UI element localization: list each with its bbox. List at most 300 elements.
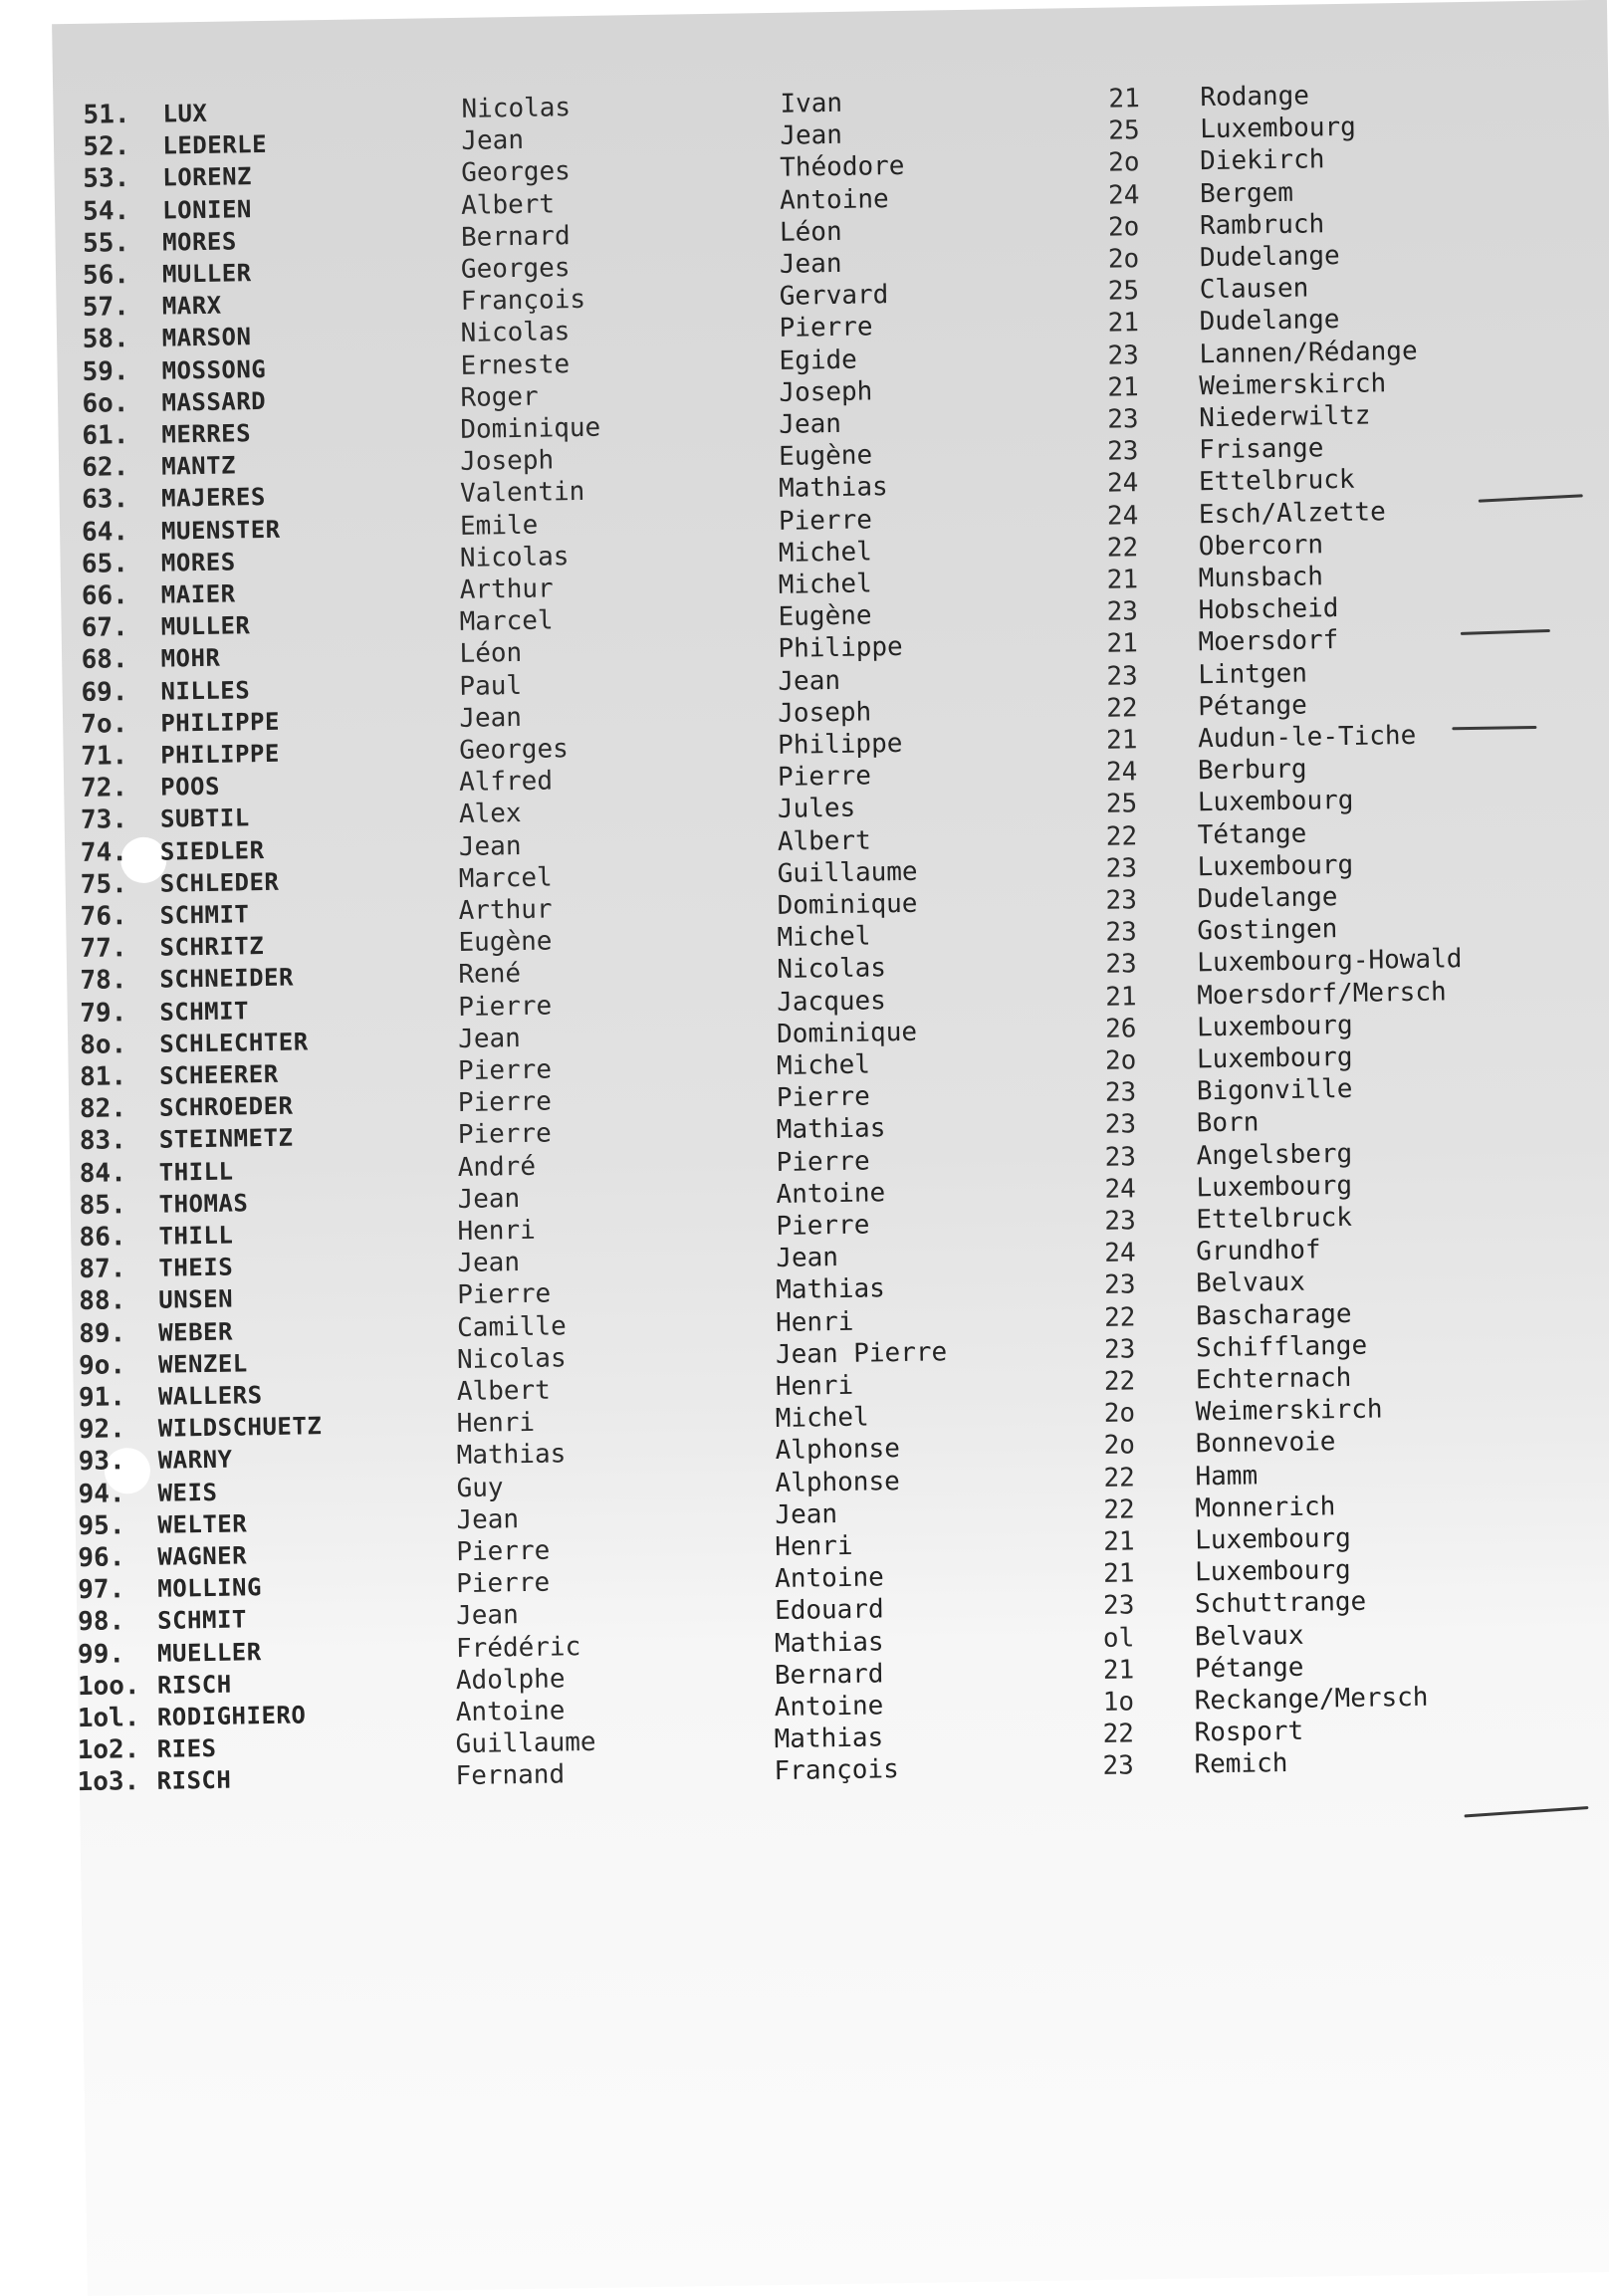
first-name: Valentin bbox=[459, 477, 585, 510]
entry-number: 8o. bbox=[79, 1030, 127, 1060]
entry-number: 64. bbox=[81, 516, 129, 548]
father-name: Dominique bbox=[776, 1017, 918, 1049]
surname: WENZEL bbox=[157, 1349, 248, 1379]
surname: WEIS bbox=[157, 1478, 218, 1507]
entry-number: 96. bbox=[78, 1542, 125, 1574]
first-name: Camille bbox=[456, 1310, 567, 1343]
surname: PHILIPPE bbox=[160, 707, 281, 738]
father-name: Albert bbox=[777, 825, 871, 857]
father-name: Dominique bbox=[777, 888, 918, 921]
place-of-residence: Audun-le-Tiche bbox=[1197, 720, 1417, 755]
father-name: François bbox=[774, 1754, 899, 1787]
first-name: Adolphe bbox=[455, 1664, 566, 1696]
surname: WALLERS bbox=[157, 1381, 263, 1411]
age: 23 bbox=[1104, 1077, 1137, 1108]
father-name: Pierre bbox=[776, 1081, 871, 1114]
first-name: Nicolas bbox=[460, 317, 571, 349]
first-name: Jean bbox=[457, 1023, 522, 1054]
first-name: Fernand bbox=[455, 1759, 566, 1792]
father-name: Pierre bbox=[777, 761, 872, 794]
age: 25 bbox=[1107, 276, 1140, 307]
surname: SCHRITZ bbox=[159, 932, 265, 962]
father-name: Léon bbox=[779, 216, 842, 248]
age: 23 bbox=[1106, 436, 1139, 467]
place-of-residence: Pétange bbox=[1194, 1652, 1304, 1685]
place-of-residence: Moersdorf/Mersch bbox=[1196, 976, 1447, 1011]
place-of-residence: Berburg bbox=[1197, 754, 1307, 787]
father-name: Pierre bbox=[778, 504, 873, 537]
place-of-residence: Rambruch bbox=[1199, 209, 1325, 241]
surname: MAJERES bbox=[160, 483, 267, 513]
age: 21 bbox=[1105, 725, 1138, 756]
father-name: Michel bbox=[775, 1402, 869, 1435]
first-name: Marcel bbox=[458, 862, 553, 894]
entry-number: 67. bbox=[81, 612, 128, 644]
place-of-residence: Diekirch bbox=[1199, 144, 1325, 177]
surname: NILLES bbox=[160, 675, 251, 706]
father-name: Alphonse bbox=[775, 1434, 901, 1467]
first-name: Henri bbox=[456, 1408, 536, 1440]
first-name: Pierre bbox=[457, 1086, 553, 1119]
first-name: Pierre bbox=[457, 1278, 552, 1311]
surname: STEINMETZ bbox=[158, 1123, 294, 1155]
name-list bbox=[52, 0, 1607, 1798]
first-name: Guy bbox=[456, 1472, 504, 1503]
first-name: Alfred bbox=[458, 766, 554, 799]
first-name: Alex bbox=[458, 799, 522, 830]
first-name: Joseph bbox=[459, 445, 555, 478]
surname: POOS bbox=[159, 772, 221, 802]
first-name: Roger bbox=[460, 381, 539, 413]
surname: MUELLER bbox=[156, 1637, 262, 1668]
place-of-residence: Weimerskirch bbox=[1195, 1394, 1383, 1428]
surname: MARX bbox=[161, 291, 222, 321]
age: 21 bbox=[1104, 981, 1137, 1013]
age: 22 bbox=[1105, 820, 1138, 852]
first-name: Georges bbox=[460, 253, 571, 285]
surname: MUENSTER bbox=[160, 515, 281, 546]
place-of-residence: Obercorn bbox=[1198, 530, 1324, 563]
surname: UNSEN bbox=[158, 1284, 234, 1315]
place-of-residence: Luxembourg bbox=[1195, 1522, 1352, 1556]
place-of-residence: Dudelange bbox=[1199, 305, 1340, 338]
father-name: Jean bbox=[775, 1498, 838, 1530]
place-of-residence: Bonnevoie bbox=[1195, 1427, 1336, 1460]
entry-number: 97. bbox=[78, 1574, 125, 1606]
father-name: Michel bbox=[778, 537, 872, 569]
age: 2o bbox=[1103, 1430, 1136, 1462]
age: 23 bbox=[1107, 404, 1139, 435]
surname: MAIER bbox=[160, 579, 236, 609]
entry-number: 92. bbox=[78, 1414, 126, 1446]
age: 22 bbox=[1106, 532, 1139, 564]
first-name: Jean bbox=[457, 1183, 521, 1215]
pen-mark bbox=[1465, 1806, 1589, 1817]
age: 26 bbox=[1104, 1014, 1137, 1044]
father-name: Guillaume bbox=[777, 856, 918, 889]
father-name: Henri bbox=[775, 1306, 854, 1338]
surname: SCHMIT bbox=[159, 900, 250, 930]
age: 2o bbox=[1104, 1045, 1137, 1076]
place-of-residence: Bergem bbox=[1199, 177, 1294, 209]
age: 21 bbox=[1102, 1655, 1135, 1686]
age: 1o bbox=[1102, 1687, 1135, 1718]
entry-number: 93. bbox=[78, 1446, 125, 1478]
first-name: Erneste bbox=[460, 348, 571, 381]
entry-number: 76. bbox=[80, 901, 127, 932]
father-name: Mathias bbox=[775, 1273, 886, 1306]
first-name: Bernard bbox=[460, 220, 571, 253]
father-name: Michel bbox=[776, 1049, 871, 1081]
surname: RODIGHIERO bbox=[156, 1701, 307, 1731]
father-name: Pierre bbox=[776, 1146, 870, 1178]
first-name: Pierre bbox=[457, 1118, 552, 1151]
age: 2o bbox=[1107, 211, 1140, 243]
first-name: Jean bbox=[461, 125, 525, 157]
place-of-residence: Esch/Alzette bbox=[1198, 496, 1386, 530]
place-of-residence: Lannen/Rédange bbox=[1199, 336, 1418, 369]
first-name: Nicolas bbox=[456, 1343, 567, 1375]
place-of-residence: Hobscheid bbox=[1198, 593, 1339, 626]
surname: MASSARD bbox=[161, 386, 267, 417]
surname: SCHLECHTER bbox=[158, 1028, 309, 1058]
entry-number: 62. bbox=[82, 452, 129, 484]
surname: THILL bbox=[158, 1221, 234, 1251]
entry-number: 81. bbox=[79, 1061, 127, 1092]
surname: LONIEN bbox=[161, 194, 253, 225]
place-of-residence: Luxembourg bbox=[1196, 1041, 1353, 1075]
father-name: Ivan bbox=[780, 88, 843, 119]
place-of-residence: Monnerich bbox=[1195, 1492, 1336, 1524]
age: 25 bbox=[1105, 789, 1138, 820]
entry-number: 83. bbox=[79, 1125, 127, 1157]
father-name: Philippe bbox=[777, 728, 903, 761]
father-name: Henri bbox=[775, 1370, 854, 1403]
place-of-residence: Luxembourg bbox=[1197, 849, 1354, 883]
entry-number: 84. bbox=[79, 1157, 126, 1189]
father-name: Antoine bbox=[776, 1178, 886, 1210]
first-name: Georges bbox=[461, 156, 572, 189]
surname: RIES bbox=[156, 1734, 217, 1764]
first-name: Arthur bbox=[458, 894, 553, 926]
first-name: Emile bbox=[459, 510, 539, 542]
surname: PHILIPPE bbox=[160, 739, 281, 770]
surname: SCHNEIDER bbox=[159, 963, 295, 995]
place-of-residence: Pétange bbox=[1197, 690, 1308, 723]
surname: MARSON bbox=[161, 323, 252, 352]
age: 23 bbox=[1105, 917, 1137, 948]
place-of-residence: Reckange/Mersch bbox=[1194, 1682, 1429, 1717]
entry-number: 1oo. bbox=[77, 1670, 140, 1702]
father-name: Mathias bbox=[774, 1722, 884, 1755]
entry-number: 6o. bbox=[82, 387, 129, 419]
father-name: Pierre bbox=[776, 1210, 870, 1242]
age: 25 bbox=[1108, 115, 1140, 146]
father-name: Gervard bbox=[779, 280, 889, 313]
surname: SUBTIL bbox=[159, 804, 250, 834]
first-name: Arthur bbox=[459, 574, 554, 605]
age: 24 bbox=[1106, 468, 1139, 500]
father-name: Michel bbox=[778, 569, 872, 600]
surname: SCHLEDER bbox=[159, 867, 280, 898]
place-of-residence: Born bbox=[1196, 1107, 1260, 1139]
age: 23 bbox=[1102, 1750, 1135, 1782]
age: 22 bbox=[1106, 693, 1138, 724]
surname: RISCH bbox=[156, 1670, 232, 1700]
age: 22 bbox=[1102, 1719, 1135, 1750]
first-name: André bbox=[457, 1151, 537, 1183]
surname: MULLER bbox=[160, 611, 251, 641]
first-name: Georges bbox=[458, 734, 570, 766]
age: 24 bbox=[1106, 500, 1139, 532]
father-name: Mathias bbox=[778, 472, 888, 505]
father-name: Joseph bbox=[778, 697, 872, 729]
place-of-residence: Hamm bbox=[1195, 1461, 1259, 1492]
entry-number: 87. bbox=[79, 1254, 126, 1285]
surname: MANTZ bbox=[161, 451, 237, 481]
age: 23 bbox=[1102, 1590, 1135, 1622]
age: 21 bbox=[1106, 565, 1139, 595]
entry-number: 95. bbox=[78, 1510, 125, 1541]
first-name: Jean bbox=[457, 1248, 521, 1279]
first-name: Jean bbox=[455, 1600, 519, 1632]
first-name: Pierre bbox=[458, 991, 553, 1023]
place-of-residence: Remich bbox=[1194, 1748, 1288, 1780]
father-name: Jean bbox=[778, 665, 841, 697]
first-name: Jean bbox=[459, 702, 523, 734]
father-name: Mathias bbox=[776, 1113, 886, 1146]
entry-number: 99. bbox=[77, 1638, 125, 1670]
entry-number: 1o3. bbox=[77, 1766, 140, 1798]
entry-number: 94. bbox=[78, 1478, 125, 1509]
place-of-residence: Luxembourg bbox=[1196, 1170, 1353, 1204]
surname: MORES bbox=[161, 227, 238, 257]
place-of-residence: Luxembourg bbox=[1196, 1010, 1353, 1043]
father-name: Mathias bbox=[774, 1626, 884, 1659]
age: 23 bbox=[1106, 660, 1138, 692]
place-of-residence: Tétange bbox=[1197, 818, 1307, 850]
entry-number: 53. bbox=[83, 163, 130, 195]
place-of-residence: Dudelange bbox=[1197, 882, 1338, 915]
surname: LEDERLE bbox=[162, 130, 268, 160]
father-name: Jules bbox=[777, 794, 856, 825]
age: 23 bbox=[1104, 1109, 1137, 1141]
surname: WARNY bbox=[157, 1445, 233, 1476]
entry-number: 54. bbox=[82, 195, 130, 227]
father-name: Jacques bbox=[777, 985, 887, 1018]
age: 24 bbox=[1104, 1238, 1136, 1268]
surname: WILDSCHUETZ bbox=[157, 1412, 323, 1443]
father-name: Jean Pierre bbox=[775, 1337, 948, 1370]
entry-number: 52. bbox=[83, 131, 130, 162]
age: 23 bbox=[1105, 853, 1138, 884]
place-of-residence: Gostingen bbox=[1197, 914, 1338, 947]
age: 22 bbox=[1103, 1301, 1136, 1333]
first-name: Frédéric bbox=[455, 1631, 581, 1664]
entry-number: 1ol. bbox=[77, 1703, 140, 1734]
place-of-residence: Rodange bbox=[1200, 81, 1310, 114]
father-name: Jean bbox=[779, 408, 842, 440]
entry-number: 72. bbox=[80, 773, 128, 804]
surname: SCHROEDER bbox=[158, 1091, 294, 1122]
surname: THOMAS bbox=[158, 1189, 249, 1219]
place-of-residence: Bigonville bbox=[1196, 1074, 1353, 1107]
entry-number: 77. bbox=[80, 933, 127, 965]
place-of-residence: Luxembourg bbox=[1200, 112, 1357, 145]
age: 22 bbox=[1103, 1366, 1136, 1397]
surname: SCHEERER bbox=[158, 1059, 279, 1090]
first-name: Mathias bbox=[456, 1439, 567, 1472]
entry-number: 71. bbox=[81, 741, 128, 772]
entry-number: 79. bbox=[80, 997, 127, 1029]
age: 23 bbox=[1107, 340, 1140, 371]
first-name: François bbox=[460, 285, 586, 318]
entry-number: 51. bbox=[83, 100, 130, 130]
first-name: Dominique bbox=[460, 412, 601, 445]
age: 24 bbox=[1104, 1174, 1137, 1205]
first-name: Jean bbox=[456, 1503, 520, 1535]
first-name: Jean bbox=[458, 830, 522, 862]
place-of-residence: Munsbach bbox=[1198, 562, 1324, 594]
first-name: Marcel bbox=[459, 605, 554, 638]
father-name: Jean bbox=[780, 120, 843, 151]
age: 21 bbox=[1108, 84, 1140, 115]
place-of-residence: Moersdorf bbox=[1198, 625, 1339, 658]
surname: WELTER bbox=[157, 1509, 248, 1539]
surname: MOHR bbox=[160, 644, 221, 674]
place-of-residence: Lintgen bbox=[1198, 658, 1308, 690]
surname: THILL bbox=[158, 1157, 234, 1187]
place-of-residence: Belvaux bbox=[1194, 1620, 1304, 1653]
age: 2o bbox=[1103, 1398, 1136, 1430]
surname: LORENZ bbox=[162, 162, 253, 192]
surname: MERRES bbox=[161, 419, 252, 449]
age: 2o bbox=[1107, 147, 1140, 179]
place-of-residence: Schifflange bbox=[1195, 1330, 1368, 1364]
place-of-residence: Rosport bbox=[1194, 1716, 1304, 1748]
place-of-residence: Ettelbruck bbox=[1196, 1202, 1353, 1236]
entry-number: 68. bbox=[81, 644, 128, 676]
age: 24 bbox=[1107, 179, 1140, 211]
entry-number: 78. bbox=[80, 965, 127, 997]
first-name: René bbox=[458, 959, 522, 991]
father-name: Théodore bbox=[779, 151, 905, 184]
place-of-residence: Luxembourg bbox=[1197, 786, 1354, 818]
place-of-residence: Luxembourg bbox=[1194, 1555, 1351, 1588]
first-name: Albert bbox=[456, 1375, 552, 1408]
first-name: Léon bbox=[459, 638, 523, 670]
father-name: Edouard bbox=[774, 1594, 884, 1627]
father-name: Jean bbox=[779, 248, 842, 280]
entry-number: 73. bbox=[80, 804, 128, 836]
entry-number: 9o. bbox=[78, 1350, 126, 1381]
place-of-residence: Niederwiltz bbox=[1199, 400, 1371, 434]
entry-number: 91. bbox=[78, 1382, 126, 1414]
father-name: Pierre bbox=[779, 312, 873, 344]
entry-number: 55. bbox=[82, 227, 130, 259]
entry-number: 86. bbox=[79, 1222, 126, 1253]
age: 22 bbox=[1103, 1494, 1135, 1525]
place-of-residence: Ettelbruck bbox=[1198, 465, 1355, 498]
age: 23 bbox=[1103, 1269, 1136, 1301]
age: 23 bbox=[1105, 949, 1137, 981]
father-name: Joseph bbox=[779, 376, 873, 408]
age: ol bbox=[1102, 1622, 1135, 1654]
entry-number: 57. bbox=[82, 292, 130, 324]
entry-number: 88. bbox=[79, 1285, 126, 1317]
place-of-residence: Angelsberg bbox=[1196, 1138, 1353, 1171]
age: 23 bbox=[1103, 1334, 1136, 1365]
surname: WEBER bbox=[157, 1317, 234, 1347]
entry-number: 65. bbox=[81, 548, 129, 579]
entry-number: 82. bbox=[79, 1093, 127, 1125]
place-of-residence: Clausen bbox=[1199, 273, 1309, 306]
father-name: Bernard bbox=[774, 1659, 884, 1691]
entry-number: 61. bbox=[82, 420, 129, 451]
surname: THEIS bbox=[158, 1253, 234, 1282]
place-of-residence: Frisange bbox=[1198, 433, 1324, 466]
age: 23 bbox=[1104, 1141, 1137, 1173]
entry-number: 69. bbox=[81, 676, 128, 708]
place-of-residence: Belvaux bbox=[1195, 1267, 1305, 1299]
age: 22 bbox=[1103, 1462, 1136, 1493]
first-name: Albert bbox=[460, 188, 556, 221]
entry-number: 85. bbox=[79, 1190, 126, 1221]
surname: LUX bbox=[162, 99, 208, 128]
entry-number: 89. bbox=[78, 1317, 126, 1349]
first-name: Eugène bbox=[458, 926, 553, 959]
place-of-residence: Echternach bbox=[1195, 1362, 1352, 1396]
place-of-residence: Grundhof bbox=[1196, 1235, 1321, 1267]
age: 24 bbox=[1105, 757, 1138, 788]
age: 23 bbox=[1105, 885, 1138, 916]
age: 21 bbox=[1107, 371, 1139, 403]
entry-number: 7o. bbox=[81, 708, 128, 740]
first-name: Nicolas bbox=[459, 541, 570, 574]
age: 23 bbox=[1106, 596, 1139, 627]
first-name: Pierre bbox=[457, 1054, 553, 1086]
surname: MULLER bbox=[161, 259, 252, 289]
place-of-residence: Dudelange bbox=[1199, 240, 1340, 274]
first-name: Antoine bbox=[455, 1696, 566, 1728]
age: 21 bbox=[1106, 628, 1139, 660]
surname: SCHMIT bbox=[156, 1605, 248, 1636]
surname: MORES bbox=[160, 548, 236, 577]
age: 2o bbox=[1107, 244, 1140, 275]
entry-number: 66. bbox=[81, 580, 129, 611]
place-of-residence: Weimerskirch bbox=[1199, 368, 1387, 402]
father-name: Philippe bbox=[778, 632, 903, 665]
typed-list-page bbox=[52, 0, 1609, 2296]
age: 21 bbox=[1102, 1558, 1135, 1590]
entry-number: 58. bbox=[82, 324, 129, 355]
age: 23 bbox=[1104, 1206, 1136, 1237]
surname: SCHMIT bbox=[159, 996, 250, 1027]
place-of-residence: Schuttrange bbox=[1194, 1587, 1367, 1620]
father-name: Antoine bbox=[774, 1691, 884, 1723]
place-of-residence: Bascharage bbox=[1195, 1298, 1352, 1331]
age: 21 bbox=[1107, 308, 1140, 340]
entry-number: 98. bbox=[77, 1606, 125, 1638]
first-name: Paul bbox=[459, 670, 523, 702]
first-name: Nicolas bbox=[461, 93, 572, 124]
father-name: Antoine bbox=[779, 183, 889, 216]
father-name: Henri bbox=[775, 1530, 853, 1563]
entry-number: 74. bbox=[80, 836, 128, 868]
entry-number: 1o2. bbox=[77, 1734, 140, 1766]
entry-number: 63. bbox=[81, 484, 129, 516]
father-name: Jean bbox=[776, 1243, 839, 1274]
